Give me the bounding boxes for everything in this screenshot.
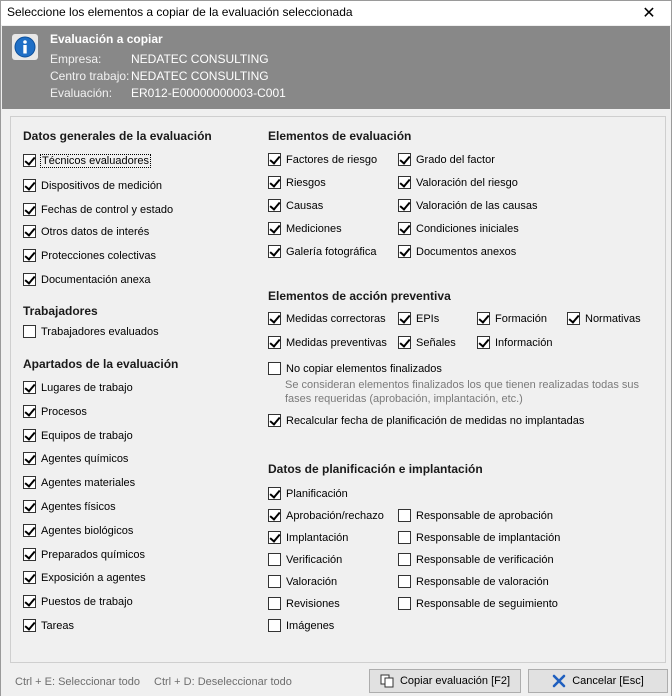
cb-causas[interactable]	[268, 199, 323, 212]
cb-dispositivos-de-medicion-label: Dispositivos de medición	[41, 179, 163, 192]
copy-evaluation-button[interactable]	[369, 669, 521, 693]
cb-documentacion-anexa[interactable]	[23, 273, 150, 286]
cb-exposicion-a-agentes-label: Exposición a agentes	[41, 571, 146, 584]
cb-valoracion-del-riesgo-checkbox[interactable]	[398, 176, 411, 189]
cb-no-copiar-finalizados-label: No copiar elementos finalizados	[286, 362, 442, 375]
cb-planificacion-checkbox[interactable]	[268, 487, 281, 500]
cb-tareas-label: Tareas	[41, 619, 75, 632]
cb-informacion-label: Información	[495, 336, 553, 349]
cb-recalcular-fecha-label: Recalcular fecha de planificación de medidas no implantadas	[286, 414, 585, 427]
cb-medidas-preventivas-label: Medidas preventivas	[286, 336, 387, 349]
cb-valoracion-del-riesgo-label: Valoración del riesgo	[416, 176, 518, 189]
cb-puestos-de-trabajo-label: Puestos de trabajo	[41, 595, 133, 608]
cb-epis-label: EPIs	[416, 312, 440, 325]
cb-agentes-biologicos[interactable]	[23, 524, 133, 537]
cb-no-copiar-finalizados[interactable]	[268, 362, 442, 375]
cb-medidas-correctoras[interactable]	[268, 312, 386, 325]
cb-implantacion[interactable]	[268, 531, 348, 544]
select-all-hint: Ctrl + E: Seleccionar todo	[15, 676, 141, 688]
cb-medidas-preventivas[interactable]	[268, 336, 387, 349]
cb-agentes-fisicos[interactable]	[23, 500, 116, 513]
empresa-label: Empresa:	[50, 52, 102, 66]
cb-otros-datos-de-interes-label: Otros datos de interés	[41, 225, 150, 238]
cb-aprobacion-rechazo[interactable]	[268, 509, 384, 522]
cb-responsable-de-valoracion-label: Responsable de valoración	[416, 575, 549, 588]
cb-grado-del-factor[interactable]	[398, 153, 495, 166]
cb-condiciones-iniciales[interactable]	[398, 222, 519, 235]
cb-tecnicos-evaluadores-checkbox[interactable]	[23, 154, 36, 167]
cb-agentes-materiales-label: Agentes materiales	[41, 476, 136, 489]
cb-senales-checkbox[interactable]	[398, 336, 411, 349]
cb-grado-del-factor-checkbox[interactable]	[398, 153, 411, 166]
cb-causas-label: Causas	[286, 199, 324, 212]
info-icon	[12, 34, 38, 60]
cb-grado-del-factor-label: Grado del factor	[416, 153, 495, 166]
planificacion-title: Datos de planificación e implantación	[268, 462, 483, 476]
cb-responsable-de-implantacion[interactable]	[398, 531, 560, 544]
cb-informacion-checkbox[interactable]	[477, 336, 490, 349]
deselect-all-hint: Ctrl + D: Deseleccionar todo	[154, 676, 292, 688]
cb-senales-label: Señales	[416, 336, 456, 349]
cb-procesos-checkbox[interactable]	[23, 405, 36, 418]
cb-preparados-quimicos-label: Preparados químicos	[41, 548, 145, 561]
cb-factores-de-riesgo-label: Factores de riesgo	[286, 153, 378, 166]
cancel-x-icon	[552, 674, 566, 688]
cb-preparados-quimicos-checkbox[interactable]	[23, 548, 36, 561]
cb-agentes-fisicos-label: Agentes físicos	[41, 500, 116, 513]
cb-mediciones-checkbox[interactable]	[268, 222, 281, 235]
cb-tareas-checkbox[interactable]	[23, 619, 36, 632]
cb-otros-datos-de-interes-checkbox[interactable]	[23, 225, 36, 238]
cb-condiciones-iniciales-label: Condiciones iniciales	[416, 222, 519, 235]
cb-lugares-de-trabajo-checkbox[interactable]	[23, 381, 36, 394]
cb-equipos-de-trabajo-checkbox[interactable]	[23, 429, 36, 442]
cb-responsable-de-valoracion[interactable]	[398, 575, 549, 588]
cb-valoracion-checkbox[interactable]	[268, 575, 281, 588]
cb-implantacion-checkbox[interactable]	[268, 531, 281, 544]
cb-documentos-anexos-label: Documentos anexos	[416, 245, 517, 258]
cb-responsable-de-seguimiento-checkbox[interactable]	[398, 597, 411, 610]
cb-imagenes-label: Imágenes	[286, 619, 335, 632]
cb-condiciones-iniciales-checkbox[interactable]	[398, 222, 411, 235]
cb-agentes-quimicos-checkbox[interactable]	[23, 452, 36, 465]
cb-recalcular-fecha-checkbox[interactable]	[268, 414, 281, 427]
cb-planificacion[interactable]	[268, 487, 348, 500]
cb-responsable-de-seguimiento-label: Responsable de seguimiento	[416, 597, 558, 610]
cb-fechas-de-control-y-estado[interactable]	[23, 203, 173, 216]
close-icon[interactable]: ✕	[642, 5, 656, 22]
cb-galeria-fotografica[interactable]	[268, 245, 377, 258]
title-bar	[1, 1, 671, 25]
cb-tareas[interactable]	[23, 619, 74, 632]
cb-trabajadores-evaluados-label: Trabajadores evaluados	[41, 325, 159, 338]
cb-agentes-materiales-checkbox[interactable]	[23, 476, 36, 489]
centro-label: Centro trabajo:	[50, 69, 130, 83]
cb-otros-datos-de-interes[interactable]	[23, 225, 149, 238]
cb-normativas[interactable]	[567, 312, 641, 325]
cb-revisiones-label: Revisiones	[286, 597, 340, 610]
cb-exposicion-a-agentes-checkbox[interactable]	[23, 571, 36, 584]
cb-responsable-de-verificacion-label: Responsable de verificación	[416, 553, 554, 566]
cb-equipos-de-trabajo-label: Equipos de trabajo	[41, 429, 133, 442]
cb-documentacion-anexa-label: Documentación anexa	[41, 273, 151, 286]
cb-fechas-de-control-y-estado-label: Fechas de control y estado	[41, 203, 174, 216]
cb-aprobacion-rechazo-checkbox[interactable]	[268, 509, 281, 522]
header-title: Evaluación a copiar	[50, 32, 163, 46]
cb-dispositivos-de-medicion-checkbox[interactable]	[23, 179, 36, 192]
cb-lugares-de-trabajo-label: Lugares de trabajo	[41, 381, 133, 394]
cb-valoracion-de-las-causas[interactable]	[398, 199, 537, 212]
cb-protecciones-colectivas-checkbox[interactable]	[23, 249, 36, 262]
cb-factores-de-riesgo[interactable]	[268, 153, 377, 166]
footer	[1, 665, 671, 696]
cb-valoracion-del-riesgo[interactable]	[398, 176, 518, 189]
cb-protecciones-colectivas-label: Protecciones colectivas	[41, 249, 156, 262]
cb-imagenes[interactable]	[268, 619, 334, 632]
cb-responsable-de-seguimiento[interactable]	[398, 597, 558, 610]
cb-protecciones-colectivas[interactable]	[23, 249, 156, 262]
cb-agentes-quimicos[interactable]	[23, 452, 128, 465]
cb-documentos-anexos[interactable]	[398, 245, 516, 258]
cb-normativas-checkbox[interactable]	[567, 312, 580, 325]
cb-normativas-label: Normativas	[585, 312, 641, 325]
apartados-title: Apartados de la evaluación	[23, 357, 179, 371]
cb-procesos[interactable]	[23, 405, 87, 418]
cb-valoracion-de-las-causas-checkbox[interactable]	[398, 199, 411, 212]
cb-dispositivos-de-medicion[interactable]	[23, 179, 162, 192]
cb-exposicion-a-agentes[interactable]	[23, 571, 146, 584]
cb-agentes-biologicos-checkbox[interactable]	[23, 524, 36, 537]
window-title: Seleccione los elementos a copiar de la evaluación seleccionada	[7, 5, 353, 19]
cb-puestos-de-trabajo-checkbox[interactable]	[23, 595, 36, 608]
cb-responsable-de-aprobacion-checkbox[interactable]	[398, 509, 411, 522]
options-panel	[10, 116, 666, 663]
cb-fechas-de-control-y-estado-checkbox[interactable]	[23, 203, 36, 216]
cb-recalcular-fecha[interactable]	[268, 414, 584, 427]
no-copiar-note: Se consideran elementos finalizados los que tienen realizadas todas sus fases requeridas (aprobación, implantación, etc.)	[285, 379, 640, 405]
cb-formacion-label: Formación	[495, 312, 547, 325]
cb-lugares-de-trabajo[interactable]	[23, 381, 133, 394]
cb-galeria-fotografica-label: Galería fotográfica	[286, 245, 377, 258]
cb-valoracion-label: Valoración	[286, 575, 338, 588]
cb-imagenes-checkbox[interactable]	[268, 619, 281, 632]
cb-implantacion-label: Implantación	[286, 531, 349, 544]
cb-epis-checkbox[interactable]	[398, 312, 411, 325]
accion-preventiva-title: Elementos de acción preventiva	[268, 289, 451, 303]
cb-causas-checkbox[interactable]	[268, 199, 281, 212]
cb-senales[interactable]	[398, 336, 456, 349]
cb-responsable-de-implantacion-label: Responsable de implantación	[416, 531, 561, 544]
cb-responsable-de-aprobacion[interactable]	[398, 509, 553, 522]
cb-revisiones-checkbox[interactable]	[268, 597, 281, 610]
cb-aprobacion-rechazo-label: Aprobación/rechazo	[286, 509, 384, 522]
cancel-button[interactable]	[528, 669, 668, 693]
cb-agentes-quimicos-label: Agentes químicos	[41, 452, 129, 465]
cb-tecnicos-evaluadores-label: Técnicos evaluadores	[42, 154, 150, 167]
cb-mediciones-label: Mediciones	[286, 222, 342, 235]
cb-trabajadores-evaluados-checkbox[interactable]	[23, 325, 36, 338]
cb-mediciones[interactable]	[268, 222, 342, 235]
cb-valoracion-de-las-causas-label: Valoración de las causas	[416, 199, 538, 212]
datos-generales-title: Datos generales de la evaluación	[23, 129, 212, 143]
cb-trabajadores-evaluados[interactable]	[23, 325, 159, 338]
cb-valoracion[interactable]	[268, 575, 337, 588]
cb-procesos-label: Procesos	[41, 405, 87, 418]
evaluacion-value: ER012-E00000000003-C001	[131, 86, 286, 100]
evaluation-header	[2, 26, 670, 109]
cb-riesgos-checkbox[interactable]	[268, 176, 281, 189]
cb-agentes-biologicos-label: Agentes biológicos	[41, 524, 134, 537]
cb-formacion[interactable]	[477, 312, 547, 325]
cb-factores-de-riesgo-checkbox[interactable]	[268, 153, 281, 166]
copy-icon	[380, 674, 394, 688]
cb-medidas-correctoras-label: Medidas correctoras	[286, 312, 386, 325]
cb-formacion-checkbox[interactable]	[477, 312, 490, 325]
cb-agentes-materiales[interactable]	[23, 476, 135, 489]
cb-verificacion-checkbox[interactable]	[268, 553, 281, 566]
cb-medidas-correctoras-checkbox[interactable]	[268, 312, 281, 325]
cb-planificacion-label: Planificación	[286, 487, 348, 500]
cb-puestos-de-trabajo[interactable]	[23, 595, 133, 608]
cb-documentacion-anexa-checkbox[interactable]	[23, 273, 36, 286]
cb-epis[interactable]	[398, 312, 439, 325]
copy-evaluation-label: Copiar evaluación [F2]	[399, 675, 511, 687]
cb-preparados-quimicos[interactable]	[23, 548, 145, 561]
cb-verificacion-label: Verificación	[286, 553, 343, 566]
cb-riesgos[interactable]	[268, 176, 326, 189]
cancel-label: Cancelar [Esc]	[572, 675, 644, 687]
cb-responsable-de-valoracion-checkbox[interactable]	[398, 575, 411, 588]
cb-no-copiar-finalizados-checkbox[interactable]	[268, 362, 281, 375]
centro-value: NEDATEC CONSULTING	[131, 69, 269, 83]
cb-agentes-fisicos-checkbox[interactable]	[23, 500, 36, 513]
cb-documentos-anexos-checkbox[interactable]	[398, 245, 411, 258]
cb-informacion[interactable]	[477, 336, 552, 349]
cb-responsable-de-verificacion[interactable]	[398, 553, 554, 566]
cb-equipos-de-trabajo[interactable]	[23, 429, 133, 442]
cb-responsable-de-verificacion-checkbox[interactable]	[398, 553, 411, 566]
cb-responsable-de-aprobacion-label: Responsable de aprobación	[416, 509, 553, 522]
cb-tecnicos-evaluadores[interactable]	[23, 154, 150, 167]
cb-revisiones[interactable]	[268, 597, 340, 610]
cb-medidas-preventivas-checkbox[interactable]	[268, 336, 281, 349]
trabajadores-title: Trabajadores	[23, 304, 98, 318]
evaluacion-label: Evaluación:	[50, 86, 113, 100]
cb-verificacion[interactable]	[268, 553, 342, 566]
elementos-evaluacion-title: Elementos de evaluación	[268, 129, 412, 143]
cb-riesgos-label: Riesgos	[286, 176, 326, 189]
empresa-value: NEDATEC CONSULTING	[131, 52, 269, 66]
cb-responsable-de-implantacion-checkbox[interactable]	[398, 531, 411, 544]
cb-galeria-fotografica-checkbox[interactable]	[268, 245, 281, 258]
